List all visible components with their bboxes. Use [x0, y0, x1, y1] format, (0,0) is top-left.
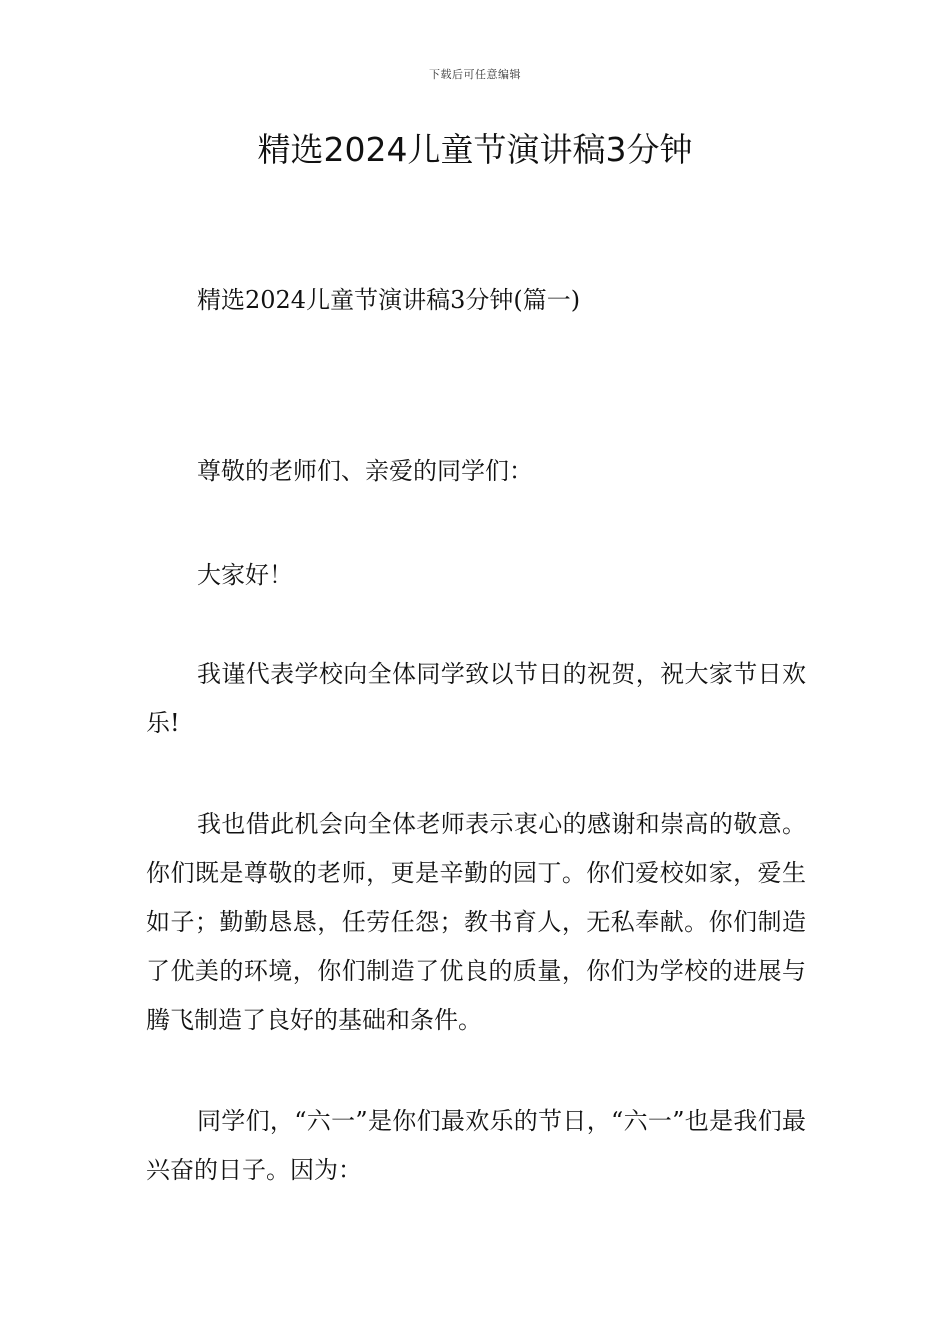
paragraph-congratulations: 我谨代表学校向全体同学致以节日的祝贺，祝大家节日欢乐!	[146, 660, 806, 737]
paragraph-students: 同学们，“六一”是你们最欢乐的节日，“六一”也是我们最兴奋的日子。因为：	[146, 1107, 806, 1184]
paragraph-salutation: 尊敬的老师们、亲爱的同学们：	[197, 457, 533, 485]
document-title: 精选2024儿童节演讲稿3分钟	[257, 130, 693, 169]
page-header-note: 下载后可任意编辑	[429, 68, 521, 81]
section-heading: 精选2024儿童节演讲稿3分钟(篇一)	[197, 286, 581, 314]
paragraph-teacher-thanks: 我也借此机会向全体老师表示衷心的感谢和崇高的敬意。你们既是尊敬的老师，更是辛勤的园丁。你们爱校如家，爱生如子；勤勤恳恳，任劳任怨；教书育人，无私奉献。你们制造了优美的环境，你们制造了优良的质量，你们为学校的进展与腾飞制造了良好的基础和条件。	[146, 810, 806, 1034]
paragraph-greeting: 大家好！	[197, 561, 293, 589]
